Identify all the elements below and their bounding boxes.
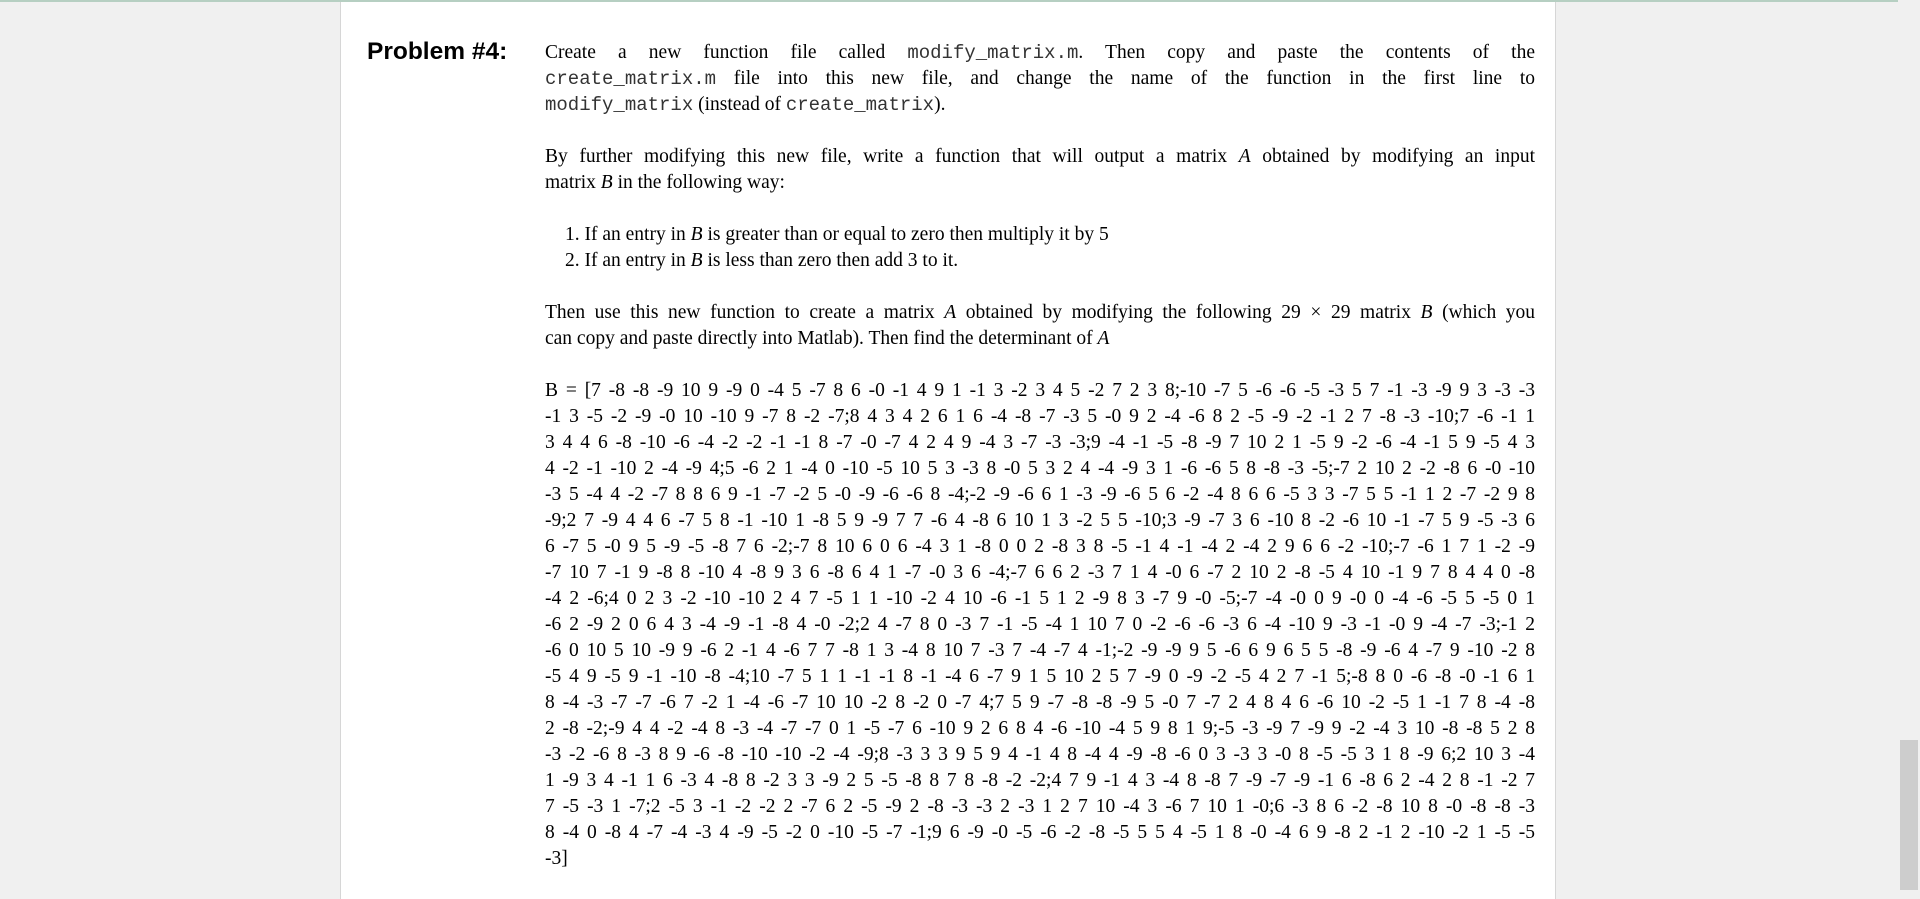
variable-a: A <box>1238 146 1251 167</box>
usage-line-2 <box>545 326 1535 352</box>
modify-line-1 <box>545 144 1535 170</box>
matrix-line: -1 3 -5 -2 -9 -0 10 -10 9 -7 8 -2 -7;8 4 3 4 2 6 1 6 -4 -8 -7 -3 5 -0 9 2 -4 -6 8 2 -5 -9 -2 -1 2 7 -8 -3 -10;7 -6 -1 1 <box>545 406 1535 427</box>
rule-text: If an entry in <box>584 250 686 271</box>
matrix-line: -7 10 7 -1 9 -8 8 -10 4 -8 9 3 6 -8 6 4 1 -7 -0 3 6 -4;-7 6 6 2 -3 7 1 4 -0 6 -7 2 10 2 -8 -5 4 10 -1 9 7 8 4 4 0 -8 <box>545 562 1535 583</box>
paragraph-text: Then use this new function to create a matrix <box>545 302 935 323</box>
document-page <box>340 2 1556 899</box>
paragraph-text: matrix <box>1360 302 1411 323</box>
variable-b: B <box>690 224 703 245</box>
matrix-line: 4 -2 -1 -10 2 -4 -9 4;5 -6 2 1 -4 0 -10 -5 10 5 3 -3 8 -0 5 3 2 4 -4 -9 3 1 -6 -6 5 8 -8 -3 -5;-7 2 10 2 -2 -8 6 -0 -10 <box>545 458 1535 479</box>
variable-a: A <box>944 302 957 323</box>
variable-b: B <box>600 172 613 193</box>
rule-text: is greater than or equal to zero then multiply it by 5 <box>707 224 1109 245</box>
filename-create-matrix: create_matrix.m <box>545 68 717 90</box>
paragraph-text: (which you <box>1442 302 1536 323</box>
matrix-line: -4 2 -6;4 0 2 3 -2 -10 -10 2 4 7 -5 1 1 -10 -2 4 10 -6 -1 5 1 2 -9 8 3 -7 9 -0 -5;-7 -4 -0 0 9 -0 0 -4 -6 -5 5 -5 0 1 <box>545 588 1535 609</box>
rule-item-2 <box>565 248 1535 274</box>
matrix-line: -6 2 -9 2 0 6 4 3 -4 -9 -1 -8 4 -0 -2;2 4 -7 8 0 -3 7 -1 -5 -4 1 10 7 0 -2 -6 -6 -3 6 -4 -10 9 -3 -1 -0 9 -4 -7 -3;-1 2 <box>545 614 1535 635</box>
matrix-line: 1 -9 3 4 -1 1 6 -3 4 -8 8 -2 3 3 -9 2 5 -5 -8 8 7 8 -8 -2 -2;4 7 9 -1 4 3 -4 8 -8 7 -9 -7 -9 -1 6 -8 6 2 -4 2 8 -1 -2 7 <box>545 770 1535 791</box>
modify-paragraph <box>545 144 1535 196</box>
paragraph-text: obtained by modifying an input <box>1262 146 1536 167</box>
intro-text: (instead of <box>698 94 781 115</box>
intro-line-3 <box>545 92 1535 118</box>
matrix-block <box>545 378 1535 872</box>
matrix-line: 7 -5 -3 1 -7;2 -5 3 -1 -2 -2 2 -7 6 2 -5 -9 2 -8 -3 -3 2 -3 1 2 7 10 -4 3 -6 7 10 1 -0;6 -3 8 6 -2 -8 10 8 -0 -8 -8 -3 <box>545 796 1535 817</box>
matrix-line: -6 0 10 5 10 -9 9 -6 2 -1 4 -6 7 7 -8 1 3 -4 8 10 7 -3 7 -4 -7 4 -1;-2 -9 -9 9 5 -6 6 9 6 5 5 -8 -9 -6 4 -7 9 -10 -2 8 <box>545 640 1535 661</box>
paragraph-text: in the following way: <box>617 172 785 193</box>
matrix-line: -3] <box>545 848 568 869</box>
rule-number: 1. <box>565 224 580 245</box>
matrix-line: 8 -4 -3 -7 -7 -6 7 -2 1 -4 -6 -7 10 10 -2 8 -2 0 -7 4;7 5 9 -7 -8 -8 -9 5 -0 7 -7 2 4 8 4 6 -6 10 -2 -5 1 -1 7 8 -4 -8 <box>545 692 1535 713</box>
intro-text: . Then copy and paste the contents of the <box>1078 42 1536 63</box>
intro-paragraph <box>545 40 1535 118</box>
intro-text: ). <box>934 94 946 115</box>
vertical-scrollbar[interactable] <box>1898 0 1920 899</box>
rule-item-1 <box>565 222 1535 248</box>
intro-text: file into this new file, and change the name of the function in the first line to <box>733 68 1536 89</box>
matrix-dimensions: 29 × 29 <box>1281 302 1351 323</box>
matrix-line: -9;2 7 -9 4 4 6 -7 5 8 -1 -10 1 -8 5 9 -9 7 7 -6 4 -8 6 10 1 3 -2 5 5 -10;3 -9 -7 3 6 -10 8 -2 -6 10 -1 -7 5 9 -5 -3 6 <box>545 510 1535 531</box>
matrix-line: 2 -8 -2;-9 4 4 -2 -4 8 -3 -4 -7 -7 0 1 -5 -7 6 -10 9 2 6 8 4 -6 -10 -4 5 9 8 1 9;-5 -3 -9 7 -9 9 -2 -4 3 10 -8 -8 5 2 8 <box>545 718 1535 739</box>
usage-line-1 <box>545 300 1535 326</box>
matrix-line: 3 4 4 6 -8 -10 -6 -4 -2 -2 -1 -1 8 -7 -0 -7 4 2 4 9 -4 3 -7 -3 -3;9 -4 -1 -5 -8 -9 7 10 2 1 -5 9 -2 -6 -4 -1 5 9 -5 4 3 <box>545 432 1535 453</box>
function-name-modify-matrix: modify_matrix <box>545 94 694 116</box>
rule-text: is less than zero then add 3 to it. <box>707 250 959 271</box>
problem-label: Problem #4: <box>367 38 508 65</box>
matrix-line: 6 -7 5 -0 9 5 -9 -5 -8 7 6 -2;-7 8 10 6 0 6 -4 3 1 -8 0 0 2 -8 3 8 -5 -1 4 -1 -4 2 -4 2 9 6 6 -2 -10;-7 -6 1 7 1 -2 -9 <box>545 536 1535 557</box>
paragraph-text: can copy and paste directly into Matlab). Then find the determinant of <box>545 328 1093 349</box>
matrix-line: B = [7 -8 -8 -9 10 9 -9 0 -4 5 -7 8 6 -0 -1 4 9 1 -1 3 -2 3 4 5 -2 7 2 3 8;-10 -7 5 -6 -6 -5 -3 5 7 -1 -3 -9 9 3 -3 -3 <box>545 380 1535 401</box>
intro-text: Create a new function file called <box>545 42 886 63</box>
usage-paragraph <box>545 300 1535 352</box>
matrix-line: -3 5 -4 4 -2 -7 8 8 6 9 -1 -7 -2 5 -0 -9 -6 -6 8 -4;-2 -9 -6 6 1 -3 -9 -6 5 6 -2 -4 8 6 6 -5 3 3 -7 5 5 -1 1 2 -7 -2 9 8 <box>545 484 1535 505</box>
problem-body <box>545 40 1535 872</box>
rule-text: If an entry in <box>584 224 686 245</box>
scrollbar-thumb[interactable] <box>1900 740 1918 890</box>
intro-line-2 <box>545 66 1535 92</box>
function-name-create-matrix: create_matrix <box>785 94 935 116</box>
matrix-line: 8 -4 0 -8 4 -7 -4 -3 4 -9 -5 -2 0 -10 -5 -7 -1;9 6 -9 -0 -5 -6 -2 -8 -5 5 5 4 -5 1 8 -0 -4 6 9 -8 2 -1 2 -10 -2 1 -5 -5 <box>545 822 1535 843</box>
variable-a: A <box>1097 328 1110 349</box>
intro-line-1 <box>545 40 1535 66</box>
filename-modify-matrix: modify_matrix.m <box>907 42 1079 64</box>
paragraph-text: By further modifying this new file, write a function that will output a matrix <box>545 146 1228 167</box>
matrix-line: -3 -2 -6 8 -3 8 9 -6 -8 -10 -10 -2 -4 -9;8 -3 3 3 9 5 9 4 -1 4 8 -4 4 -9 -8 -6 0 3 -3 3 -0 8 -5 -5 3 1 8 -9 6;2 10 3 -4 <box>545 744 1535 765</box>
rule-number: 2. <box>565 250 580 271</box>
matrix-line: -5 4 9 -5 9 -1 -10 -8 -4;10 -7 5 1 1 -1 -1 8 -1 -4 6 -7 9 1 5 10 2 5 7 -9 0 -9 -2 -5 4 2 7 -1 5;-8 8 0 -6 -8 -0 -1 6 1 <box>545 666 1535 687</box>
paragraph-text: matrix <box>545 172 596 193</box>
modify-line-2 <box>545 170 1535 196</box>
variable-b: B <box>1420 302 1433 323</box>
variable-b: B <box>690 250 703 271</box>
rules-list <box>545 222 1535 274</box>
paragraph-text: obtained by modifying the following <box>965 302 1272 323</box>
